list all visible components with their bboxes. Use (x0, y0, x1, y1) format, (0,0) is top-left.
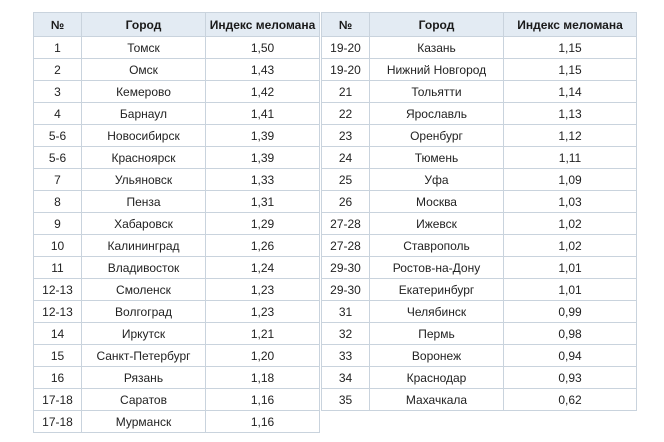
cell-index: 1,15 (504, 37, 637, 59)
cell-index: 1,14 (504, 81, 637, 103)
cell-city: Ставрополь (370, 235, 504, 257)
cell-city: Санкт-Петербург (82, 345, 206, 367)
table-row (322, 169, 637, 191)
table-row (34, 235, 320, 257)
cell-city: Ижевск (370, 213, 504, 235)
cell-rank: 8 (34, 191, 82, 213)
cell-rank: 25 (322, 169, 370, 191)
cell-city: Рязань (82, 367, 206, 389)
cell-rank: 2 (34, 59, 82, 81)
table-row (34, 389, 320, 411)
table-row (34, 103, 320, 125)
cell-rank: 29-30 (322, 279, 370, 301)
cell-rank: 35 (322, 389, 370, 411)
table-row (34, 301, 320, 323)
cell-city: Калининград (82, 235, 206, 257)
cell-rank: 26 (322, 191, 370, 213)
cell-index: 1,01 (504, 279, 637, 301)
table-row (322, 59, 637, 81)
cell-city: Красноярск (82, 147, 206, 169)
table-row (34, 411, 320, 433)
table-row (322, 257, 637, 279)
cell-rank: 1 (34, 37, 82, 59)
cell-city: Воронеж (370, 345, 504, 367)
cell-rank: 15 (34, 345, 82, 367)
cell-index: 1,23 (206, 279, 320, 301)
cell-city: Новосибирск (82, 125, 206, 147)
table-row (34, 169, 320, 191)
cell-index: 1,18 (206, 367, 320, 389)
cell-city: Москва (370, 191, 504, 213)
table-row (322, 103, 637, 125)
cell-city: Саратов (82, 389, 206, 411)
cell-rank: 4 (34, 103, 82, 125)
cell-index: 1,43 (206, 59, 320, 81)
cell-index: 1,11 (504, 147, 637, 169)
table-row (322, 191, 637, 213)
cell-city: Барнаул (82, 103, 206, 125)
cell-city: Казань (370, 37, 504, 59)
cell-index: 1,23 (206, 301, 320, 323)
cell-city: Тюмень (370, 147, 504, 169)
cell-city: Смоленск (82, 279, 206, 301)
cell-rank: 31 (322, 301, 370, 323)
cell-city: Екатеринбург (370, 279, 504, 301)
table-row (34, 213, 320, 235)
cell-index: 1,03 (504, 191, 637, 213)
cell-rank: 22 (322, 103, 370, 125)
table-row (34, 279, 320, 301)
cell-rank: 16 (34, 367, 82, 389)
header-row (322, 13, 637, 37)
cell-index: 1,09 (504, 169, 637, 191)
cell-index: 1,26 (206, 235, 320, 257)
table-row (322, 323, 637, 345)
cell-rank: 14 (34, 323, 82, 345)
cell-city: Оренбург (370, 125, 504, 147)
cell-city: Нижний Новгород (370, 59, 504, 81)
cell-city: Волгоград (82, 301, 206, 323)
header-index: Индекс меломана (206, 13, 320, 37)
cell-index: 0,62 (504, 389, 637, 411)
cell-rank: 32 (322, 323, 370, 345)
cell-rank: 21 (322, 81, 370, 103)
header-index: Индекс меломана (504, 13, 637, 37)
cell-city: Тольятти (370, 81, 504, 103)
cell-index: 1,15 (504, 59, 637, 81)
header-city: Город (82, 13, 206, 37)
cell-index: 0,99 (504, 301, 637, 323)
table-row (34, 345, 320, 367)
header-num: № (34, 13, 82, 37)
cell-city: Челябинск (370, 301, 504, 323)
cell-city: Краснодар (370, 367, 504, 389)
cell-index: 1,39 (206, 125, 320, 147)
header-num: № (322, 13, 370, 37)
table-row (322, 37, 637, 59)
cell-index: 1,39 (206, 147, 320, 169)
cell-rank: 17-18 (34, 389, 82, 411)
table-row (322, 389, 637, 411)
cell-rank: 9 (34, 213, 82, 235)
header-city: Город (370, 13, 504, 37)
table-row (322, 147, 637, 169)
table-row (34, 125, 320, 147)
cell-city: Ростов-на-Дону (370, 257, 504, 279)
cell-city: Томск (82, 37, 206, 59)
cell-rank: 12-13 (34, 279, 82, 301)
cell-city: Пенза (82, 191, 206, 213)
cell-rank: 10 (34, 235, 82, 257)
cell-index: 1,16 (206, 389, 320, 411)
cell-rank: 27-28 (322, 213, 370, 235)
cell-rank: 5-6 (34, 147, 82, 169)
cell-index: 1,50 (206, 37, 320, 59)
table-row (322, 367, 637, 389)
table-row (34, 323, 320, 345)
cell-city: Хабаровск (82, 213, 206, 235)
cell-city: Владивосток (82, 257, 206, 279)
table-row (322, 301, 637, 323)
cell-rank: 23 (322, 125, 370, 147)
cell-rank: 19-20 (322, 59, 370, 81)
cell-city: Уфа (370, 169, 504, 191)
table-row (34, 147, 320, 169)
cell-index: 1,02 (504, 213, 637, 235)
cell-index: 1,42 (206, 81, 320, 103)
cell-rank: 5-6 (34, 125, 82, 147)
cell-index: 1,16 (206, 411, 320, 433)
cell-index: 0,93 (504, 367, 637, 389)
cell-index: 1,13 (504, 103, 637, 125)
cell-city: Кемерово (82, 81, 206, 103)
cell-rank: 19-20 (322, 37, 370, 59)
table-row (322, 279, 637, 301)
cell-rank: 3 (34, 81, 82, 103)
cell-index: 0,94 (504, 345, 637, 367)
cell-rank: 29-30 (322, 257, 370, 279)
cell-city: Махачкала (370, 389, 504, 411)
table-row (34, 257, 320, 279)
ranking-table-right (321, 12, 637, 411)
table-row (34, 367, 320, 389)
cell-index: 1,21 (206, 323, 320, 345)
cell-index: 1,41 (206, 103, 320, 125)
table-row (322, 345, 637, 367)
cell-index: 1,20 (206, 345, 320, 367)
cell-rank: 11 (34, 257, 82, 279)
table-row (322, 235, 637, 257)
cell-rank: 17-18 (34, 411, 82, 433)
ranking-table-left (33, 12, 320, 433)
cell-rank: 27-28 (322, 235, 370, 257)
cell-index: 1,24 (206, 257, 320, 279)
cell-city: Мурманск (82, 411, 206, 433)
header-row (34, 13, 320, 37)
table-row (34, 81, 320, 103)
cell-index: 1,02 (504, 235, 637, 257)
cell-rank: 12-13 (34, 301, 82, 323)
table-row (34, 59, 320, 81)
cell-city: Омск (82, 59, 206, 81)
cell-index: 1,12 (504, 125, 637, 147)
cell-index: 1,01 (504, 257, 637, 279)
table-row (34, 37, 320, 59)
cell-index: 0,98 (504, 323, 637, 345)
table-row (322, 81, 637, 103)
cell-index: 1,29 (206, 213, 320, 235)
cell-rank: 34 (322, 367, 370, 389)
table-row (322, 125, 637, 147)
table-row (34, 191, 320, 213)
cell-rank: 33 (322, 345, 370, 367)
cell-city: Пермь (370, 323, 504, 345)
cell-rank: 24 (322, 147, 370, 169)
cell-rank: 7 (34, 169, 82, 191)
cell-city: Ульяновск (82, 169, 206, 191)
cell-index: 1,31 (206, 191, 320, 213)
cell-city: Иркутск (82, 323, 206, 345)
cell-index: 1,33 (206, 169, 320, 191)
table-row (322, 213, 637, 235)
cell-city: Ярославль (370, 103, 504, 125)
